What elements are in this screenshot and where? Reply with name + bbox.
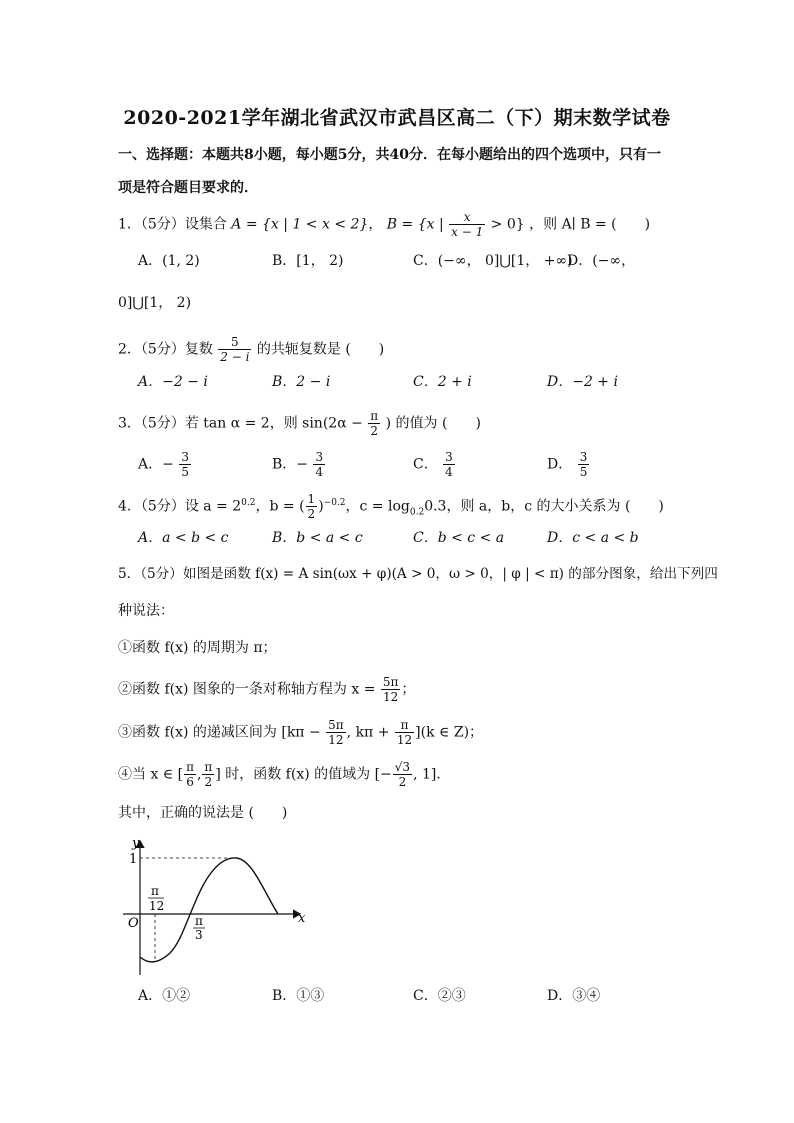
fraction: $\frac{x}{x - 1}$ bbox=[451, 210, 484, 239]
question-5-line2: 种说法： bbox=[118, 603, 174, 619]
q1-option-a[interactable]: A．(1, 2) bbox=[138, 253, 200, 269]
q2-option-c[interactable]: C．2 + i bbox=[413, 374, 472, 390]
q2-option-d[interactable]: D．−2 + i bbox=[547, 374, 618, 390]
q3-option-d[interactable]: D． $\frac{3}{5}$ bbox=[547, 450, 588, 479]
y-axis-label: y bbox=[132, 836, 140, 851]
q2-option-a[interactable]: A．−2 − i bbox=[138, 374, 208, 390]
question-5-prompt: 其中，正确的说法是 ( ) bbox=[118, 805, 288, 821]
section-heading-line2: 项是符合题目要求的． bbox=[118, 180, 258, 196]
fraction: $\frac{5}{2 - i}$ bbox=[220, 335, 250, 364]
question-2: 2．（5分）复数 $\frac{5}{2 - i}$ 的共轭复数是 ( ) bbox=[118, 335, 385, 364]
q5-option-c[interactable]: C．②③ bbox=[413, 988, 466, 1004]
q4-option-b[interactable]: B．b < a < c bbox=[272, 530, 363, 546]
q4-option-c[interactable]: C．b < c < a bbox=[413, 530, 505, 546]
q5-option-d[interactable]: D．③④ bbox=[547, 988, 601, 1004]
statement-1: ①函数 f(x) 的周期为 π； bbox=[118, 640, 277, 656]
q2-option-b[interactable]: B．2 − i bbox=[272, 374, 331, 390]
statement-3: ③函数 f(x) 的递减区间为 [kπ − $\frac{5\pi}{12}$ , kπ + $\frac{\pi}{12}$ ](k ∈ Z)； bbox=[118, 718, 484, 747]
origin-label: O bbox=[128, 916, 139, 931]
pi3-den: 3 bbox=[195, 928, 203, 942]
q1-option-d[interactable]: D．(−∞， bbox=[567, 253, 636, 269]
q5-option-a[interactable]: A．①② bbox=[138, 988, 191, 1004]
q3-option-c[interactable]: C． $\frac{3}{4}$ bbox=[413, 450, 453, 479]
fraction: $\frac{\pi}{2}$ bbox=[370, 409, 379, 438]
q4-option-a[interactable]: A．a < b < c bbox=[138, 530, 229, 546]
statement-2: ②函数 f(x) 图象的一条对称轴方程为 x = $\frac{5\pi}{12}$ ； bbox=[118, 675, 416, 704]
q4-option-d[interactable]: D．c < a < b bbox=[547, 530, 639, 546]
q3-option-a[interactable]: A．− $\frac{3}{5}$ bbox=[138, 450, 189, 479]
pi12-den: 12 bbox=[149, 899, 165, 913]
q1-option-c[interactable]: C．(−∞， 0]⋃[1， +∞) bbox=[413, 253, 573, 269]
question-5-line1: 5．（5分）如图是函数 f(x) = A sin(ωx + φ)(A > 0，ω > 0，| φ | < π) 的部分图象，给出下列四 bbox=[118, 566, 718, 582]
section-heading-line1: 一、选择题：本题共8小题，每小题5分，共40分．在每小题给出的四个选项中，只有一 bbox=[118, 147, 661, 163]
q5-option-b[interactable]: B．①③ bbox=[272, 988, 325, 1004]
q1-option-b[interactable]: B．[1， 2) bbox=[272, 253, 344, 269]
q3-option-b[interactable]: B．− $\frac{3}{4}$ bbox=[272, 450, 324, 479]
x-axis-label: x bbox=[298, 911, 306, 926]
pi3-num: π bbox=[195, 914, 203, 928]
question-4: 4．（5分）设 $a = 2^{0.2}$，b = ( $\frac{1}{2}$ )$^{-0.2}$，$c = \log_{0.2}0.3$，则 a，b，c 的大小关系为 ( ) bbox=[118, 492, 664, 521]
pi12-num: π bbox=[151, 884, 159, 898]
max-value-label: 1 bbox=[129, 852, 138, 867]
question-1: 1．（5分）设集合 A = {x | 1 < x < 2}， B = {x | $\frac{x}{x - 1}$ > 0} ，则 A∣ B = ( ) bbox=[118, 210, 651, 239]
set-a: A = {x | 1 < x < 2} bbox=[231, 216, 369, 233]
page-title: 2020-2021学年湖北省武汉市武昌区高二（下）期末数学试卷 bbox=[123, 107, 671, 129]
q1-option-d-cont: 0]⋃[1， 2) bbox=[118, 295, 192, 311]
statement-4: ④当 x ∈ [ $\frac{\pi}{6}$ , $\frac{\pi}{2}$ ] 时，函数 f(x) 的值域为 [− $\frac{√3}{2}$ , 1]． bbox=[118, 760, 451, 789]
question-3: 3．（5分）若 tan α = 2，则 sin(2α − $\frac{\pi}{2}$ ) 的值为 ( ) bbox=[118, 409, 481, 438]
function-graph bbox=[118, 835, 318, 985]
